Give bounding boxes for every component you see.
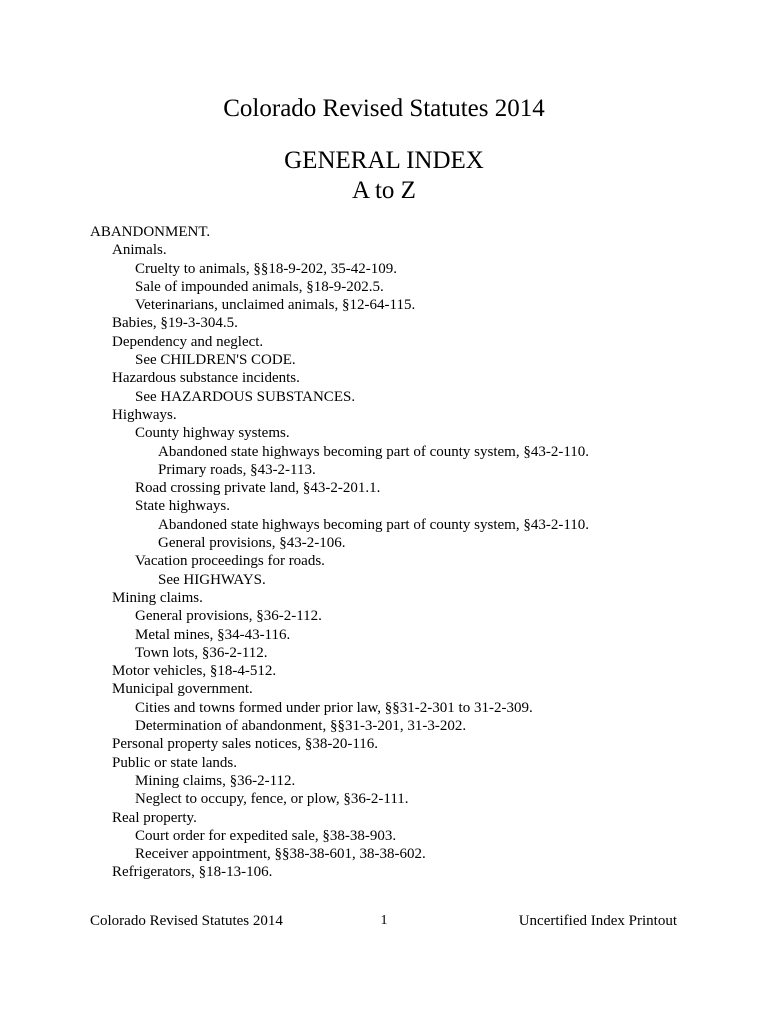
footer-left-text: Colorado Revised Statutes 2014 (90, 913, 283, 929)
index-entry-level-2: Road crossing private land, §43-2-201.1. (135, 480, 381, 497)
index-entry-level-2: Court order for expedited sale, §38-38-903. (135, 827, 397, 844)
index-entry-level-2: Receiver appointment, §§38-38-601, 38-38-602. (135, 846, 426, 863)
index-title-line-1: GENERAL INDEX (284, 147, 484, 174)
index-title-line-2: A to Z (352, 177, 416, 204)
index-entry-level-2: Vacation proceedings for roads. (135, 553, 325, 570)
index-entry-level-1: Babies, §19-3-304.5. (112, 315, 238, 332)
document-title: Colorado Revised Statutes 2014 (223, 95, 545, 122)
index-entry-level-3: General provisions, §43-2-106. (158, 535, 346, 552)
index-entry-level-1: Highways. (112, 406, 177, 423)
index-entry-level-2: Mining claims, §36-2-112. (135, 772, 296, 789)
index-entry-level-2: Veterinarians, unclaimed animals, §12-64-115. (135, 297, 416, 314)
index-entry-level-3: Primary roads, §43-2-113. (158, 461, 316, 478)
index-entry-level-1: Personal property sales notices, §38-20-116. (112, 736, 379, 753)
index-entry-level-2: General provisions, §36-2-112. (135, 608, 322, 625)
index-entry-level-2: Town lots, §36-2-112. (135, 644, 268, 661)
index-entry-level-1: Refrigerators, §18-13-106. (112, 864, 273, 881)
index-entry-level-3: See HIGHWAYS. (158, 571, 266, 588)
index-entry-level-2: County highway systems. (135, 425, 290, 442)
index-entry-level-2: See CHILDREN'S CODE. (135, 352, 296, 369)
index-entry-level-1: Hazardous substance incidents. (112, 370, 300, 387)
index-entries (90, 223, 730, 882)
index-title (0, 146, 768, 206)
index-entry-level-3: Abandoned state highways becoming part of county system, §43-2-110. (158, 443, 590, 460)
index-entry-level-1: Mining claims. (112, 589, 203, 606)
index-entry-level-1: Dependency and neglect. (112, 333, 264, 350)
index-entry-level-1: Motor vehicles, §18-4-512. (112, 663, 277, 680)
index-entry-level-2: Sale of impounded animals, §18-9-202.5. (135, 278, 384, 295)
index-entry-level-1: Public or state lands. (112, 754, 237, 771)
footer-page-number: 1 (380, 913, 388, 928)
index-entry-level-2: State highways. (135, 498, 230, 515)
index-entry-level-2: Metal mines, §34-43-116. (135, 626, 291, 643)
index-entry-level-1: Animals. (112, 242, 167, 259)
index-entry-level-1: Real property. (112, 809, 197, 826)
index-entry-level-2: See HAZARDOUS SUBSTANCES. (135, 388, 356, 405)
index-entry-level-3: Abandoned state highways becoming part of county system, §43-2-110. (158, 516, 590, 533)
index-entry-level-2: Neglect to occupy, fence, or plow, §36-2-111. (135, 791, 409, 808)
index-entry-level-0: ABANDONMENT. (90, 224, 211, 240)
index-entry-level-2: Determination of abandonment, §§31-3-201, 31-3-202. (135, 718, 467, 735)
footer-right-text: Uncertified Index Printout (518, 913, 677, 929)
index-entry-level-2: Cruelty to animals, §§18-9-202, 35-42-109. (135, 260, 398, 277)
index-entry-level-1: Municipal government. (112, 681, 253, 698)
index-entry-level-2: Cities and towns formed under prior law, §§31-2-301 to 31-2-309. (135, 699, 533, 716)
